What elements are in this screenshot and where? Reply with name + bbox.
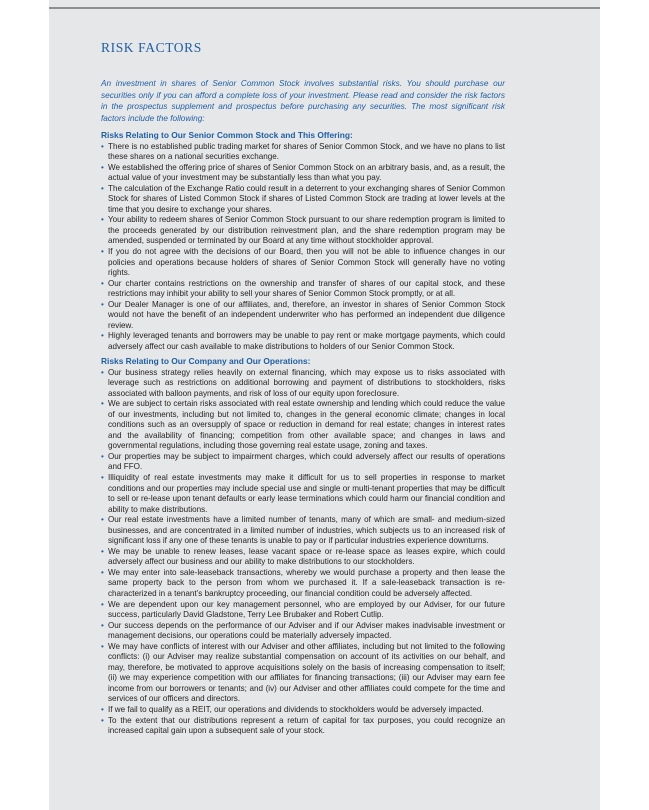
risk-text: Our business strategy relies heavily on external financing, which may expose us to risks associated with leverage such as restrictions on additional borrowing and payment of distributions to stockholders, risks associated with balloon payments, and risk of loss of our equity upon foreclosure. [108,367,505,398]
risk-text: Our properties may be subject to impairment charges, which could adversely affect our results of operations and FFO. [108,451,505,472]
bullet-icon: • [101,567,104,577]
bullet-icon: • [101,162,104,172]
risk-item [101,184,505,216]
section-heading: Risks Relating to Our Senior Common Stock and This Offering: [101,130,353,140]
risk-text: We established the offering price of shares of Senior Common Stock on an arbitrary basis, and, as a result, the actual value of your investment may be substantially less than what you pay. [108,162,505,183]
risk-item [101,515,505,547]
bullet-icon: • [101,472,104,482]
bullet-icon: • [101,715,104,725]
risk-item [101,600,505,621]
risk-item [101,547,505,568]
risk-item [101,142,505,163]
risk-item [101,331,505,352]
section-offering-risks [101,130,505,352]
bullet-icon: • [101,367,104,377]
bullet-icon: • [101,299,104,309]
bullet-icon: • [101,331,104,341]
risk-item [101,642,505,705]
bullet-icon: • [101,215,104,225]
risk-list [101,142,505,353]
risk-text: Our success depends on the performance of our Adviser and if our Adviser makes inadvisable investment or management decisions, our operations could be materially adversely impacted. [108,620,505,641]
intro-paragraph: An investment in shares of Senior Common Stock involves substantial risks. You should purchase our securities only if you can afford a complete loss of your investment. Please read and consider the risk factors in the prospectus supplement and prospectus before purchasing any securities. The most significant risk factors include the following: [101,79,505,123]
risk-text: Our charter contains restrictions on the ownership and transfer of shares of our capital stock, and these restrictions may inhibit your ability to sell your shares of Senior Common Stock promptly, or at all. [108,278,505,299]
risk-text: Illiquidity of real estate investments may make it difficult for us to sell properties in response to market conditions and our properties may include special use and single or multi-tenant properties that may be difficult to sell or re-lease upon tenant defaults or early lease terminations which could harm our financial condition and ability to make distributions. [108,472,505,514]
bullet-icon: • [101,399,104,409]
bullet-icon: • [101,278,104,288]
risk-text: Our Dealer Manager is one of our affiliates, and, therefore, an investor in shares of Senior Common Stock would not have the benefit of an independent underwriter who has performed an independent due diligence review. [108,299,505,330]
risk-text: We may have conflicts of interest with our Adviser and other affiliates, including but not limited to the following conflicts: (i) our Adviser may realize substantial compensation on account of its activities on our behalf, and may, therefore, be motivated to approve acquisitions solely on the basis of increasing compensation to itself; (ii) we may experience competition with our affiliates for financing transactions; (iii) our Adviser may earn fee income from our borrowers or tenants; and (iv) our Adviser and other affiliates could compete for the time and services of our officers and directors. [108,641,505,704]
risk-text: We are dependent upon our key management personnel, who are employed by our Adviser, for our future success, particularly David Gladstone, Terry Lee Brubaker and Robert Cutlip. [108,599,505,620]
risk-item [101,716,505,737]
risk-item [101,705,505,716]
risk-item [101,300,505,332]
bullet-icon: • [101,641,104,651]
bullet-icon: • [101,705,104,714]
risk-list [101,368,505,737]
risk-text: We may be unable to renew leases, lease vacant space or re-lease space as leases expire, which could adversely affect our business and our ability to make distributions to our stockholders. [108,546,505,567]
bullet-icon: • [101,141,104,151]
top-rule [49,7,600,9]
risk-item [101,621,505,642]
bullet-icon: • [101,183,104,193]
page-title: RISK FACTORS [101,40,202,55]
bullet-icon: • [101,246,104,256]
risk-text: To the extent that our distributions represent a return of capital for tax purposes, you could recognize an increased capital gain upon a subsequent sale of your stock. [108,715,505,736]
risk-text: Your ability to redeem shares of Senior Common Stock pursuant to our share redemption program is limited to the proceeds generated by our distribution reinvestment plan, and the share redemption program may be amended, suspended or terminated by our Board at any time without stockholder approval. [108,215,505,246]
risk-item [101,399,505,452]
risk-item [101,163,505,184]
risk-item [101,568,505,600]
risk-text: Highly leveraged tenants and borrowers may be unable to pay rent or make mortgage payments, which could adversely affect our cash available to make distributions to holders of our Senior Common Stock. [108,331,505,351]
risk-item [101,368,505,400]
risk-text: The calculation of the Exchange Ratio could result in a deterrent to your exchanging shares of Senior Common Stock for shares of Listed Common Stock if shares of Listed Common Stock are trading at lower levels at the time that you desire to exchange your shares. [108,183,505,214]
bullet-icon: • [101,515,104,525]
risk-item [101,215,505,247]
bullet-icon: • [101,599,104,609]
risk-text: Our real estate investments have a limited number of tenants, many of which are small- and medium-sized businesses, and are concentrated in a limited number of industries, which subjects us to an increased risk of significant loss if any one of these tenants is unable to pay or if particular industries experience downturns. [108,515,505,546]
risk-text: We are subject to certain risks associated with real estate ownership and lending which could reduce the value of our investments, including but not limited to, changes in the general economic climate; changes in local conditions such as an oversupply of space or reduction in demand for real estate; changes in interest rates and the availability of financing; competition from other available space; and changes in laws and governmental regulations, including those governing real estate usage, zoning and taxes. [108,399,505,451]
risk-item [101,279,505,300]
risk-item [101,473,505,515]
risk-item [101,452,505,473]
risk-text: If you do not agree with the decisions of our Board, then you will not be able to influence changes in our policies and operations because holders of shares of Senior Common Stock will generally have no voting rights. [108,246,505,278]
risk-text: If we fail to qualify as a REIT, our operations and dividends to stockholders would be adversely impacted. [108,705,484,714]
bullet-icon: • [101,620,104,630]
section-heading: Risks Relating to Our Company and Our Operations: [101,356,311,366]
risk-item [101,247,505,279]
section-company-risks [101,356,505,737]
risk-text: We may enter into sale-leaseback transactions, whereby we would purchase a property and then lease the same property back to the person from whom we purchased it. If a sale-leaseback transaction is re-characterized in a tenant’s bankruptcy proceeding, our financial condition could be adversely affected. [108,567,505,598]
risk-text: There is no established public trading market for shares of Senior Common Stock, and we have no plans to list these shares on a national securities exchange. [108,141,505,162]
bullet-icon: • [101,546,104,556]
bullet-icon: • [101,451,104,461]
